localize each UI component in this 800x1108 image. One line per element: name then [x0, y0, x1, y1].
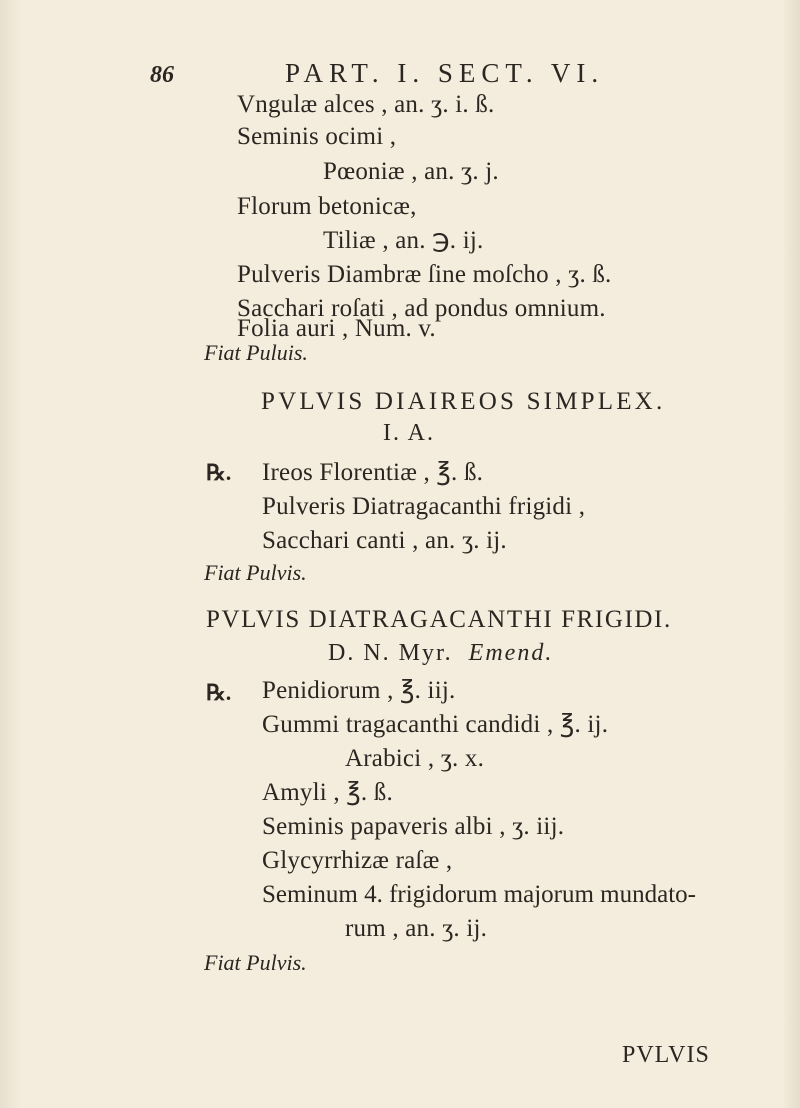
recipe-line: Seminum 4. frigidorum majorum mundato- — [262, 881, 696, 908]
section-attribution: I. A. — [383, 420, 435, 446]
recipe-line: Pœoniæ , an. ʒ. j. — [323, 158, 499, 185]
fiat-instruction: Fiat Puluis. — [204, 340, 308, 365]
fiat-instruction: Fiat Pulvis. — [204, 950, 307, 975]
section-title: PVLVIS DIAIREOS SIMPLEX. — [261, 388, 666, 415]
attribution-text: D. N. Myr. — [328, 640, 453, 666]
recipe-line: Pulveris Diambræ ſine moſcho , ʒ. ß. — [237, 261, 612, 288]
page-number: 86 — [150, 62, 174, 88]
section-attribution — [328, 640, 553, 667]
recipe-line: Gummi tragacanthi candidi , ℥. ij. — [262, 711, 609, 738]
recipe-line: Tiliæ , an. ℈. ij. — [323, 227, 484, 254]
recipe-symbol-icon: ℞. — [206, 680, 232, 705]
attribution-emend: Emend. — [468, 640, 554, 666]
recipe-line: Amyli , ℥. ß. — [262, 779, 393, 806]
recipe-line: Pulveris Diatragacanthi frigidi , — [262, 493, 586, 520]
recipe-line: Arabici , ʒ. x. — [345, 745, 485, 772]
catchword: PVLVIS — [622, 1042, 710, 1068]
running-head: PART. I. SECT. VI. — [285, 58, 605, 88]
recipe-line: Penidiorum , ℥. iij. — [262, 677, 456, 704]
recipe-line: Seminis ocimi , — [237, 123, 397, 150]
recipe-line: Florum betonicæ, — [237, 193, 417, 220]
recipe-line: Folia auri , Num. v. — [237, 315, 436, 342]
recipe-line: Sacchari canti , an. ʒ. ij. — [262, 527, 507, 554]
recipe-line: Seminis papaveris albi , ʒ. iij. — [262, 813, 565, 840]
recipe-line: Ireos Florentiæ , ℥. ß. — [262, 459, 484, 486]
recipe-line: Vngulæ alces , an. ʒ. i. ß. — [237, 91, 495, 118]
recipe-line: rum , an. ʒ. ij. — [345, 915, 488, 942]
recipe-line: Glycyrrhizæ raſæ , — [262, 847, 453, 874]
section-title: PVLVIS DIATRAGACANTHI FRIGIDI. — [206, 606, 672, 633]
fiat-instruction: Fiat Pulvis. — [204, 560, 307, 585]
recipe-line: Sacchari roſati , ad pondus omnium. — [237, 295, 606, 322]
recipe-symbol-icon: ℞. — [206, 460, 232, 485]
